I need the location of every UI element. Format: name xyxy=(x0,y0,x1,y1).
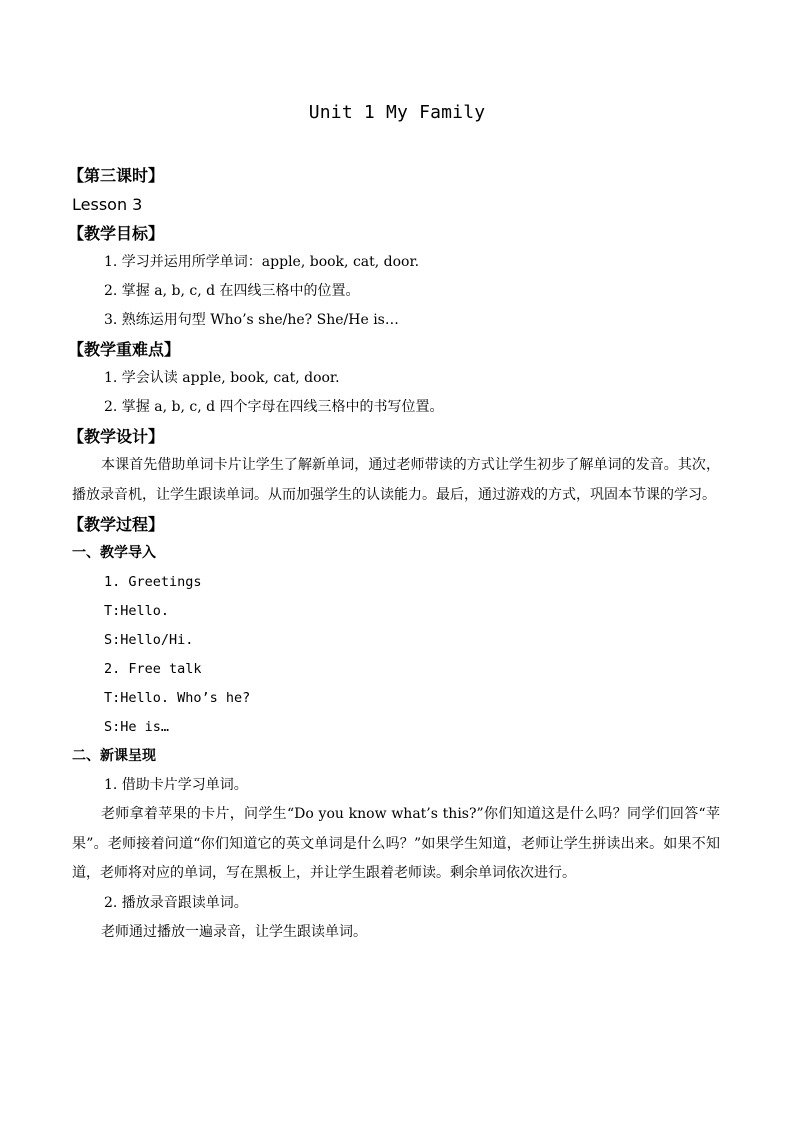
dialogue-line: S:Hello/Hi. xyxy=(104,632,194,648)
dialogue-line: T:Hello. xyxy=(104,603,170,619)
objective-item: 3. 熟练运用句型 Who’s she/he? She/He is… xyxy=(104,312,399,328)
lesson-header: 【第三课时】 xyxy=(68,166,165,185)
part2-title: 二、新课呈现 xyxy=(72,748,156,764)
objective-item: 2. 掌握 a, b, c, d 在四线三格中的位置。 xyxy=(104,283,360,299)
design-header: 【教学设计】 xyxy=(68,427,165,446)
document-body xyxy=(68,161,722,947)
document-title: Unit 1 My Family xyxy=(308,102,486,123)
dialogue-line: S:He is… xyxy=(104,719,170,735)
keypoints-header: 【教学重难点】 xyxy=(68,340,181,359)
objectives-header: 【教学目标】 xyxy=(68,224,165,243)
part1-title: 一、教学导入 xyxy=(72,545,156,561)
part2-paragraph2: 老师通过播放一遍录音，让学生跟读单词。 xyxy=(101,923,367,940)
keypoint-item: 2. 掌握 a, b, c, d 四个字母在四线三格中的书写位置。 xyxy=(104,399,444,415)
dialogue-line: 1. Greetings xyxy=(104,574,202,590)
lesson-name: Lesson 3 xyxy=(72,195,143,214)
part2-paragraph1: 老师拿着苹果的卡片，问学生“Do you know what’s this?”你们知道这是什么吗？同学们回答“苹果”。老师接着问道“你们知道它的英文单词是什么吗？”如果学生知道，老师让学生拼读出来。如果不知道，老师将对应的单词，写在黑板上，并让学生跟着老师读。剩余单词依次进行。 xyxy=(72,806,720,881)
design-paragraph: 本课首先借助单词卡片让学生了解新单词，通过老师带读的方式让学生初步了解单词的发音。其次，播放录音机，让学生跟读单词。从而加强学生的认读能力。最后，通过游戏的方式，巩固本节课的学习。 xyxy=(72,457,720,503)
keypoint-item: 1. 学会认读 apple, book, cat, door. xyxy=(104,370,340,386)
part2-step2: 2. 播放录音跟读单词。 xyxy=(104,894,248,911)
process-header: 【教学过程】 xyxy=(68,515,165,534)
part2-step1: 1. 借助卡片学习单词。 xyxy=(104,777,248,793)
dialogue-line: 2. Free talk xyxy=(104,661,202,677)
dialogue-line: T:Hello. Who’s he? xyxy=(104,690,251,706)
objective-item: 1. 学习并运用所学单词：apple, book, cat, door. xyxy=(104,254,420,270)
